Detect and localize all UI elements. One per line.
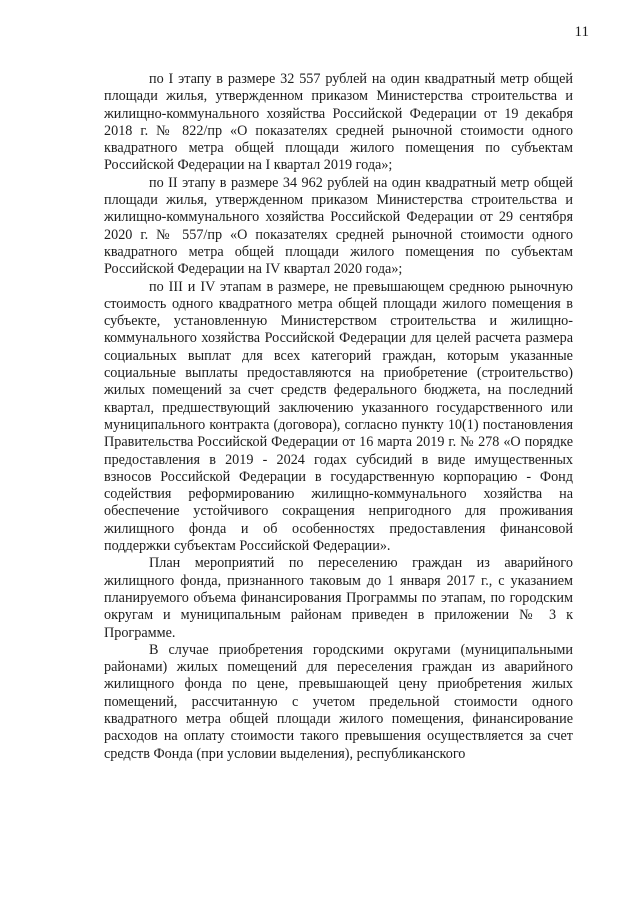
paragraph-stage-1: по I этапу в размере 32 557 рублей на один квадратный метр общей площади жилья, утвержденном приказом Министерства строительства и жилищно-коммунального хозяйства Российской Федерации от 19 декабря 2018 г. № 822/пр «О показателях средней рыночной стоимости одного квадратного метра общей площади жилого помещения по субъектам Российской Федерации на I квартал 2019 года»; [104, 71, 573, 174]
page-number: 11 [574, 24, 589, 40]
paragraph-purchase-excess: В случае приобретения городскими округами (муниципальными районами) жилых помещений для переселения граждан из аварийного жилищного фонда по цене, превышающей цену приобретения жилых помещений, рассчитанную с учетом предельной стоимости одного квадратного метра общей площади жилого помещения, финансирование расходов на оплату стоимости такого превышения осуществляется за счет средств Фонда (при условии выделения), республиканского [104, 641, 573, 762]
paragraph-stages-3-4: по III и IV этапам в размере, не превышающем среднюю рыночную стоимость одного квадратного метра общей площади жилого помещения в субъекте, установленную Министерством строительства и жилищно-коммунального хозяйства Российской Федерации для целей расчета размера социальных выплат для всех категорий граждан, которым указанные социальные выплаты предоставляются на приобретение (строительство) жилых помещений за счет средств федерального бюджета, на последний квартал, предшествующий заключению указанного государственного или муниципального контракта (договора), согласно пункту 10(1) постановления Правительства Российской Федерации от 16 марта 2019 г. № 278 «О порядке предоставления в 2019 - 2024 годах субсидий в виде имущественных взносов Российской Федерации в государственную корпорацию - Фонд содействия реформированию жилищно-коммунального хозяйства на обеспечение устойчивого сокращения непригодного для проживания жилищного фонда и об особенностях предоставления финансовой поддержки субъектам Российской Федерации». [104, 278, 573, 555]
paragraph-relocation-plan: План мероприятий по переселению граждан из аварийного жилищного фонда, признанного таковым до 1 января 2017 г., с указанием планируемого объема финансирования Программы по этапам, по городским округам и муниципальным районам приведен в приложении № 3 к Программе. [104, 555, 573, 641]
paragraph-stage-2: по II этапу в размере 34 962 рублей на один квадратный метр общей площади жилья, утвержденном приказом Министерства строительства и жилищно-коммунального хозяйства Российской Федерации от 29 сентября 2020 г. № 557/пр «О показателях средней рыночной стоимости одного квадратного метра общей площади жилого помещения по субъектам Российской Федерации на IV квартал 2020 года»; [104, 174, 573, 278]
document-body [104, 71, 573, 763]
